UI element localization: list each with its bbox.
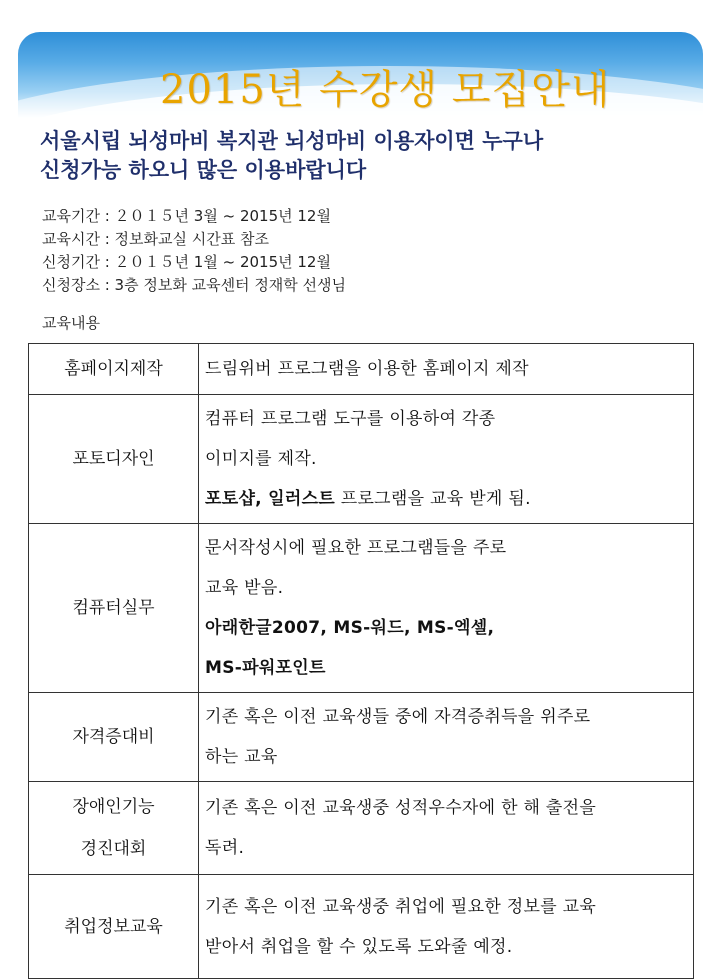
course-name [29,782,199,875]
desc-line: 받아서 취업을 할 수 있도록 도와줄 예정. [205,936,513,957]
course-name: 취업정보교육 [29,875,199,979]
course-name-line: 장애인기능 [72,797,155,817]
desc-line: 컴퓨터 프로그램 도구를 이용하여 각종 [205,409,496,429]
info-time: 교육시간 : 정보화교실 시간표 참조 [42,230,269,248]
desc-bold-line: 아래한글2007, MS-워드, MS-엑셀, [205,618,495,638]
course-name: 포토디자인 [29,395,199,524]
headline-line: 서울시립 뇌성마비 복지관 뇌성마비 이용자이면 누구나 [40,128,544,153]
desc-line: 문서작성시에 필요한 프로그램들을 주로 [205,538,507,558]
desc-bold: 포토샵, 일러스트 [205,489,336,509]
course-table [28,343,694,979]
course-desc [199,693,694,782]
desc-line: 기존 혹은 이전 교육생중 성적우수자에 한 해 출전을 [205,798,597,818]
desc-line: 기존 혹은 이전 교육생중 취업에 필요한 정보를 교육 [205,896,597,917]
table-row [29,875,694,979]
course-desc [199,782,694,875]
course-desc [199,875,694,979]
desc-line: 기존 혹은 이전 교육생들 중에 자격증취득을 위주로 [205,707,591,727]
course-name: 홈페이지제작 [29,344,199,395]
table-row [29,782,694,875]
page-title: 2015년 수강생 모집안내 [160,67,611,113]
desc-line: 드림위버 프로그램을 이용한 홈페이지 제작 [205,359,529,379]
table-row [29,524,694,693]
desc-line: 교육 받음. [205,578,284,598]
headline [40,126,680,184]
section-label: 교육내용 [42,314,100,332]
info-period: 교육기간 : ２０１５년 3월 ~ 2015년 12월 [42,207,331,225]
table-row [29,395,694,524]
info-apply-place: 신청장소 : 3층 정보화 교육센터 정재학 선생님 [42,276,347,294]
course-name-line: 경진대회 [80,839,147,859]
table-row [29,344,694,395]
desc-line: 하는 교육 [205,747,278,767]
course-name: 컴퓨터실무 [29,524,199,693]
course-desc [199,395,694,524]
table-row [29,693,694,782]
desc-suffix: 프로그램을 교육 받게 됨. [335,489,531,509]
desc-bold-line: MS-파워포인트 [205,658,326,678]
desc-line [205,479,687,519]
info-block [42,205,346,297]
headline-line: 신청가능 하오니 많은 이용바랍니다 [40,157,367,182]
course-name: 자격증대비 [29,693,199,782]
course-desc [199,344,694,395]
desc-line: 독려. [205,838,245,858]
desc-line: 이미지를 제작. [205,449,317,469]
course-desc [199,524,694,693]
info-apply-period: 신청기간 : ２０１５년 1월 ~ 2015년 12월 [42,253,331,271]
